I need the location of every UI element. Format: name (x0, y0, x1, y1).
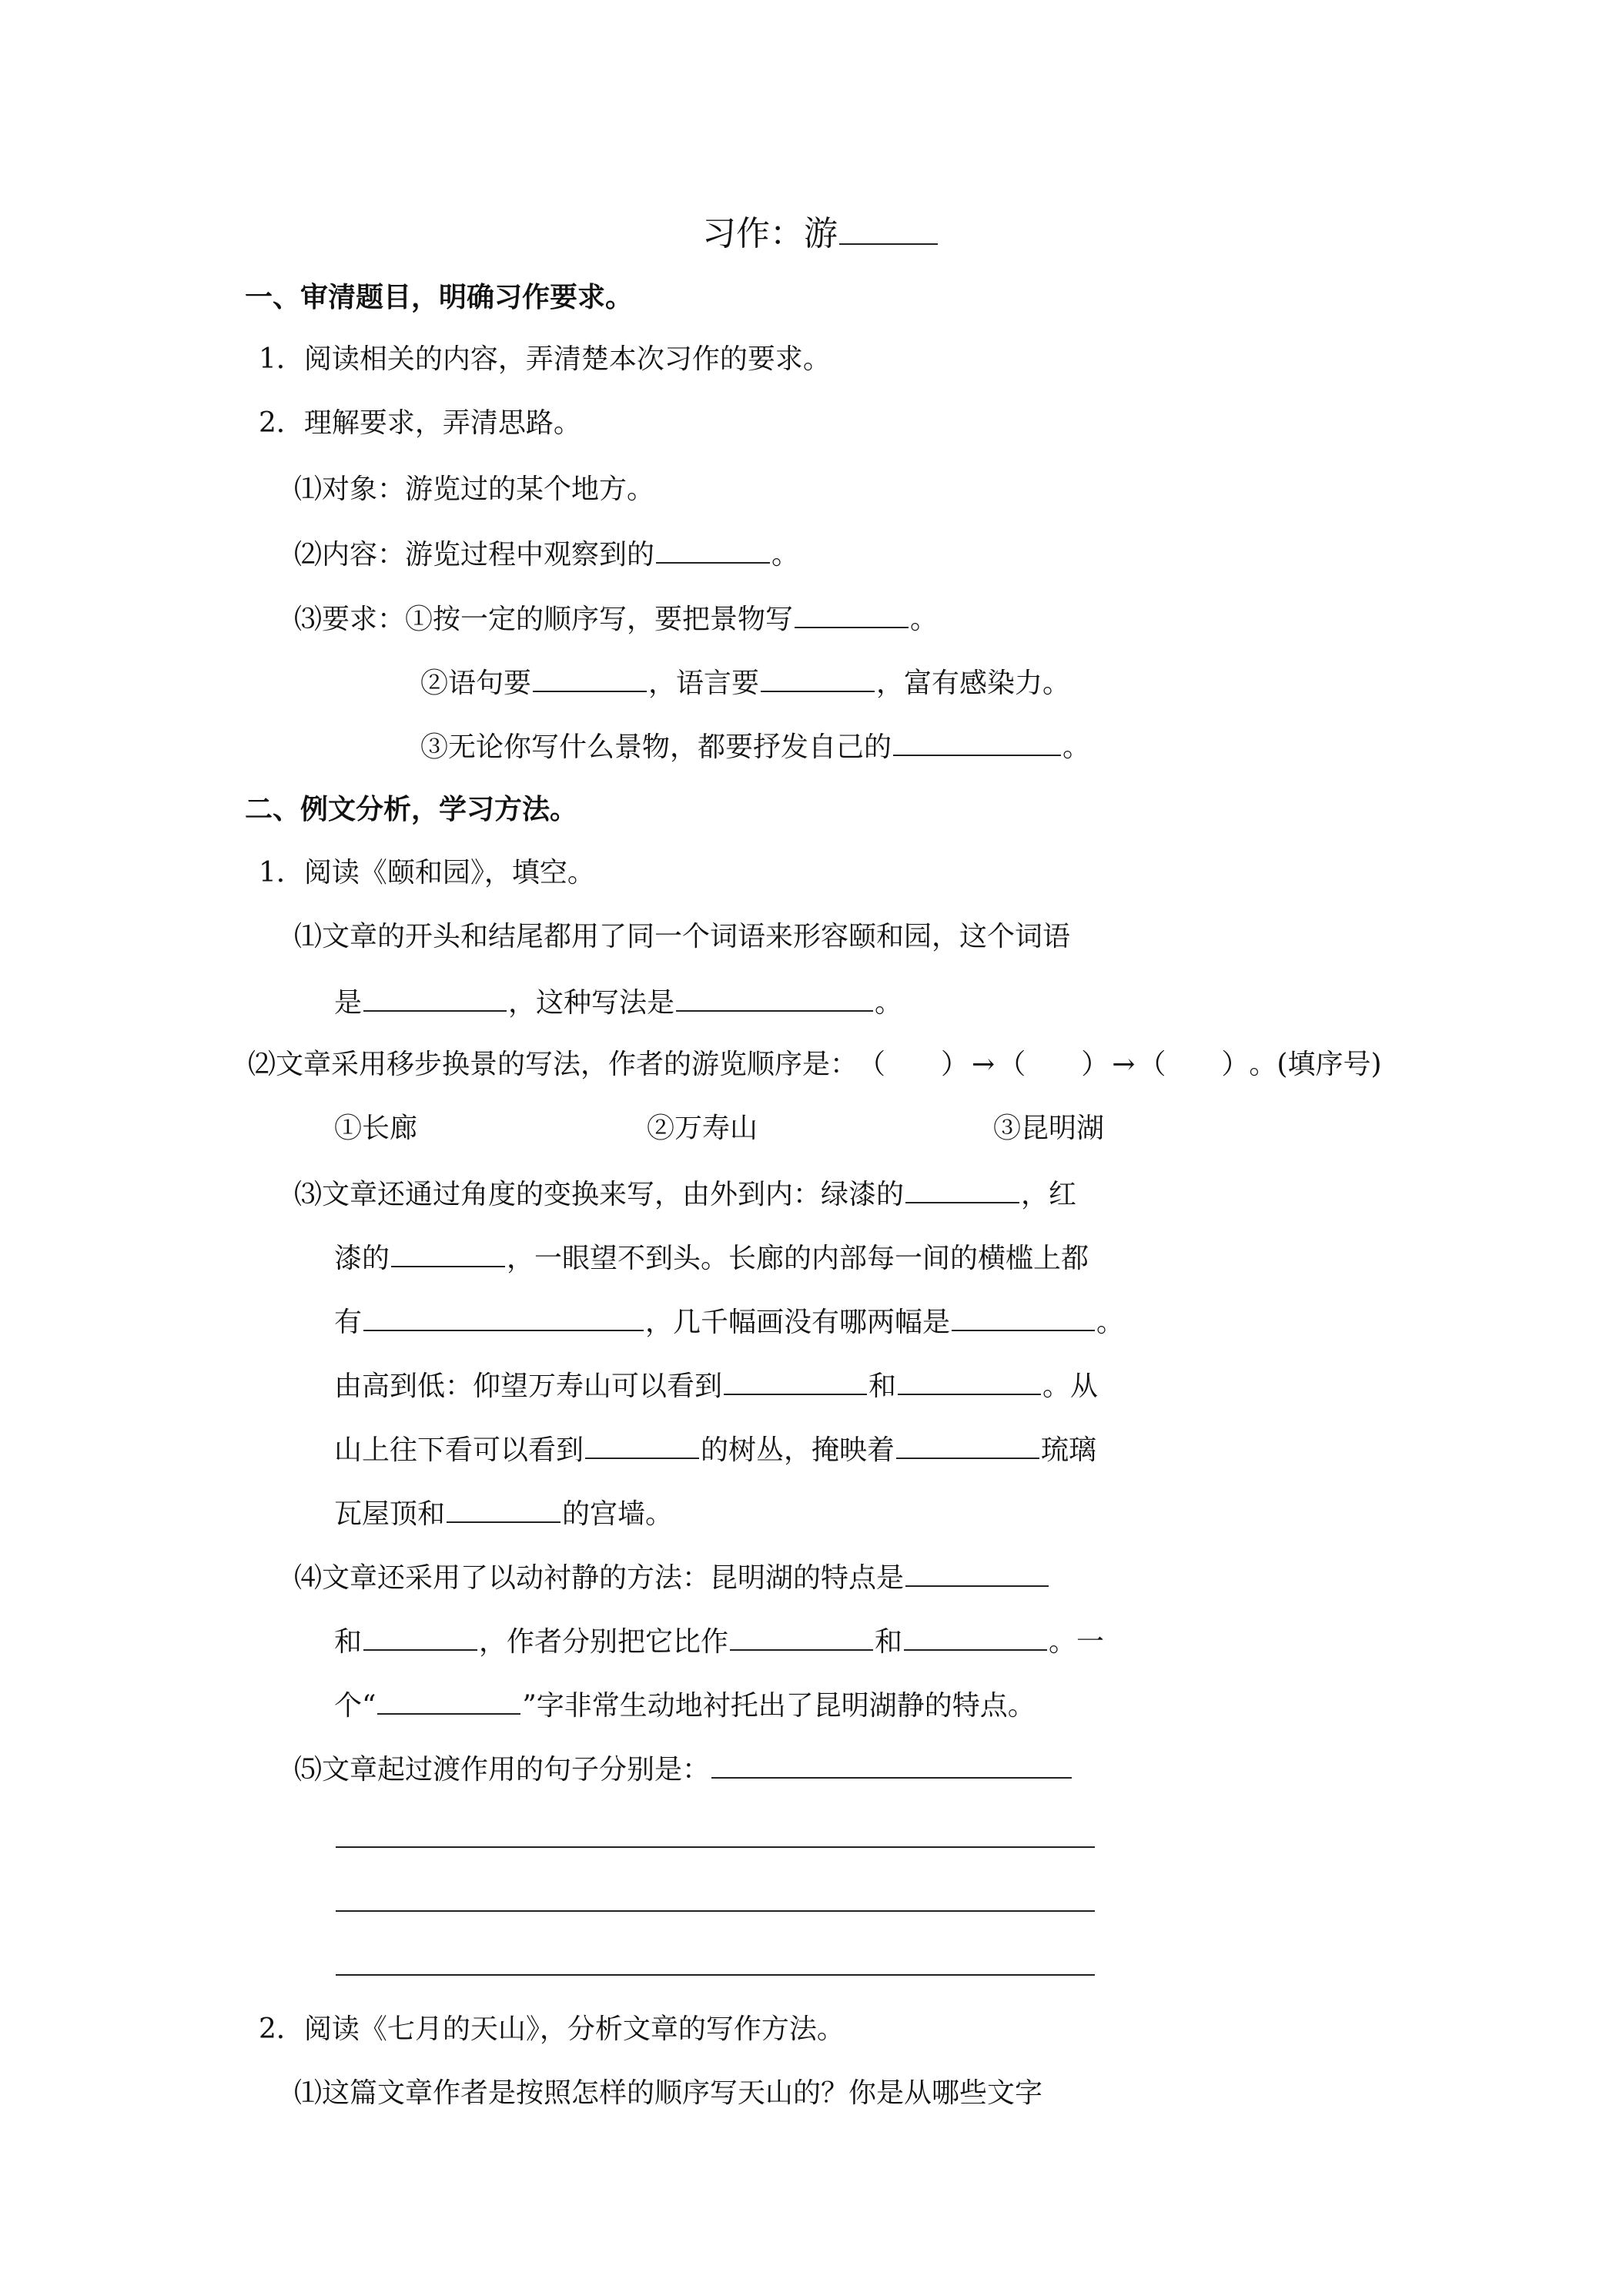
fill-blank[interactable] (893, 727, 1061, 756)
s1-item-3-3: ③无论你写什么景物，都要抒发自己的 。 (420, 727, 1090, 766)
fill-blank[interactable] (904, 1622, 1047, 1651)
option-2: ②万寿山 (647, 1113, 758, 1144)
option-1: ①长廊 (334, 1113, 418, 1144)
fill-blank[interactable] (952, 1302, 1095, 1331)
fill-blank[interactable] (656, 534, 770, 564)
s2-part-4: ⑷文章还采用了以动衬静的方法：昆明湖的特点是 (294, 1558, 1050, 1597)
s1-item-3-2: ②语句要 ，语言要 ，富有感染力。 (420, 663, 1070, 702)
s2-part-3: ⑶文章还通过角度的变换来写，由外到内：绿漆的 ，红 (294, 1174, 1076, 1213)
s2-question-2: 2．阅读《七月的天山》，分析文章的写作方法。 (259, 2013, 845, 2045)
fill-blank[interactable] (730, 1622, 873, 1651)
fill-blank[interactable] (896, 1430, 1039, 1459)
fill-blank[interactable] (447, 1494, 561, 1523)
s2-part-2: ⑵文章采用移步换景的写法，作者的游览顺序是：（ ） → （ ） → （ ）。(填序号) (248, 1046, 1382, 1083)
s2-part-1: ⑴文章的开头和结尾都用了同一个词语来形容颐和园，这个词语 (294, 921, 1071, 952)
s2-part-5: ⑸文章起过渡作用的句子分别是： (294, 1749, 1073, 1789)
fill-blank[interactable] (711, 1749, 1072, 1779)
fill-blank[interactable] (363, 1302, 644, 1331)
fill-blank[interactable] (533, 663, 647, 692)
s1-item-3: ⑶要求：①按一定的顺序写，要把景物写 。 (294, 599, 938, 638)
s1-item-2: ⑵内容：游览过程中观察到的 。 (294, 534, 799, 574)
section-heading-2: 二、例文分析，学习方法。 (245, 793, 578, 825)
s2-part-3-line-6: 瓦屋顶和 的宫墙。 (334, 1494, 673, 1533)
s2-part-3-line-2: 漆的 ，一眼望不到头。长廊的内部每一间的横槛上都 (334, 1238, 1089, 1277)
s2-part-4-line-3: 个“ ”字非常生动地衬托出了昆明湖静的特点。 (334, 1685, 1036, 1725)
arrow-icon: → (1112, 1049, 1136, 1080)
arrow-icon: → (972, 1049, 996, 1080)
option-3: ③昆明湖 (993, 1113, 1105, 1144)
fill-blank[interactable] (761, 663, 875, 692)
fill-blank[interactable] (905, 1174, 1019, 1203)
s2-part-3-line-5: 山上往下看可以看到 的树丛，掩映着 琉璃 (334, 1430, 1096, 1469)
fill-blank[interactable] (377, 1685, 520, 1715)
fill-blank[interactable] (676, 982, 873, 1012)
answer-paren[interactable]: （ ） (1138, 1049, 1250, 1080)
s1-question-2: 2．理解要求，弄清思路。 (259, 407, 581, 439)
s2-question-2-part-1: ⑴这篇文章作者是按照怎样的顺序写天山的？你是从哪些文字 (294, 2077, 1043, 2109)
title-blank[interactable] (839, 216, 938, 245)
s2-part-4-line-2: 和 ，作者分别把它比作 和 。一 (334, 1622, 1104, 1661)
fill-blank[interactable] (724, 1366, 867, 1395)
fill-blank[interactable] (585, 1430, 699, 1459)
s2-part-1-cont: 是 ，这种写法是 。 (334, 982, 902, 1022)
s1-item-1: ⑴对象：游览过的某个地方。 (294, 474, 655, 505)
s2-question-1: 1．阅读《颐和园》，填空。 (259, 857, 595, 889)
s1-question-1: 1．阅读相关的内容，弄清楚本次习作的要求。 (259, 343, 831, 375)
section-heading-1: 一、审清题目，明确习作要求。 (245, 281, 634, 313)
s2-part-3-line-3: 有 ，几千幅画没有哪两幅是 。 (334, 1302, 1124, 1341)
answer-line[interactable] (336, 1974, 1095, 1976)
fill-blank[interactable] (363, 982, 507, 1012)
s2-part-3-line-4: 由高到低：仰望万寿山可以看到 和 。从 (334, 1366, 1098, 1405)
fill-blank[interactable] (905, 1558, 1049, 1587)
answer-line[interactable] (336, 1910, 1095, 1912)
fill-blank[interactable] (898, 1366, 1041, 1395)
page-title: 习作：游 (702, 213, 939, 256)
answer-paren[interactable]: （ ） (858, 1049, 969, 1080)
fill-blank[interactable] (795, 599, 909, 628)
answer-line[interactable] (336, 1846, 1095, 1848)
fill-blank[interactable] (363, 1622, 477, 1651)
fill-blank[interactable] (391, 1238, 505, 1267)
answer-paren[interactable]: （ ） (998, 1049, 1109, 1080)
